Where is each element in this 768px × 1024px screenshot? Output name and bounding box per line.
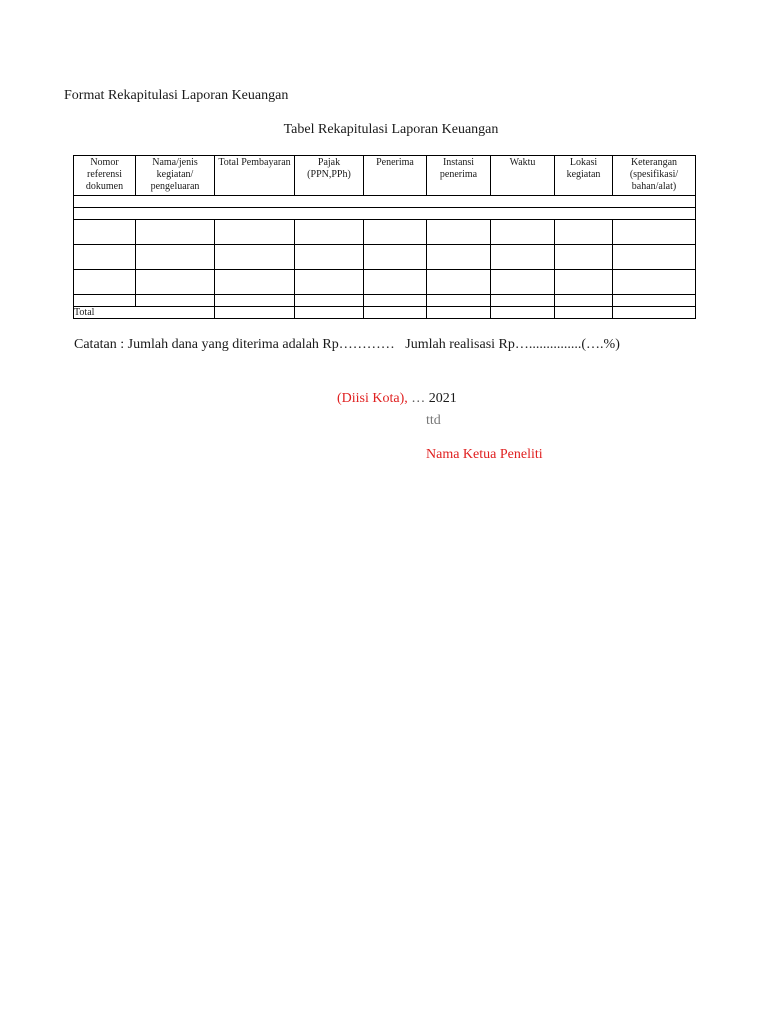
table-row [74,270,696,295]
document-heading: Format Rekapitulasi Laporan Keuangan [64,88,289,103]
table-cell [613,220,696,245]
table-total-row [74,307,696,319]
table-cell [364,270,427,295]
table-cell [295,270,364,295]
table-cell [491,295,555,307]
table-cell [491,245,555,270]
table-cell [74,245,136,270]
table-cell [555,270,613,295]
table-cell [364,307,427,319]
table-cell [136,220,215,245]
table-cell [427,245,491,270]
table-cell [74,220,136,245]
table-cell [427,270,491,295]
signer-name: Nama Ketua Peneliti [426,447,543,462]
recap-table [73,155,696,319]
header-instansi-penerima: Instansi penerima [427,156,491,196]
table-cell [555,295,613,307]
table-cell [491,220,555,245]
ttd-label: ttd [426,413,441,428]
table-cell [136,270,215,295]
table-cell [364,295,427,307]
header-total-pembayaran: Total Pembayaran [215,156,295,196]
date-ellipsis: … [407,391,429,406]
header-nama-jenis: Nama/jenis kegiatan/ pengeluaran [136,156,215,196]
note-text: Catatan : Jumlah dana yang diterima adalah Rp………… Jumlah realisasi Rp…...............(….%) [74,337,620,352]
table-cell [74,270,136,295]
table-cell [215,307,295,319]
table-cell [215,220,295,245]
date-line [337,391,457,407]
header-penerima: Penerima [364,156,427,196]
table-cell [136,245,215,270]
table-cell [491,307,555,319]
table-cell [295,295,364,307]
table-cell [555,307,613,319]
table-cell [427,295,491,307]
table-row [74,220,696,245]
table-row [74,295,696,307]
table-cell [613,245,696,270]
table-cell [555,220,613,245]
table-cell [491,270,555,295]
table-cell [427,307,491,319]
header-pajak: Pajak (PPN,PPh) [295,156,364,196]
table-cell [364,220,427,245]
table-cell [555,245,613,270]
table-title: Tabel Rekapitulasi Laporan Keuangan [283,122,499,137]
header-waktu: Waktu [491,156,555,196]
table-cell [295,307,364,319]
table-cell [136,295,215,307]
table-cell [74,295,136,307]
table-cell [364,245,427,270]
table-cell [74,208,696,220]
table-row [74,245,696,270]
total-label: Total [74,307,215,319]
table-cell [74,196,696,208]
table-cell [613,295,696,307]
table-cell [215,295,295,307]
table-cell [613,307,696,319]
table-cell [427,220,491,245]
table-cell [215,245,295,270]
city-placeholder: (Diisi Kota), [337,391,408,406]
table-cell [295,245,364,270]
table-header-row [74,156,696,196]
year: 2021 [428,391,457,406]
header-keterangan: Keterangan (spesifikasi/ bahan/alat) [613,156,696,196]
header-lokasi-kegiatan: Lokasi kegiatan [555,156,613,196]
table-row-merged [74,196,696,208]
header-nomor-referensi: Nomor referensi dokumen [74,156,136,196]
table-cell [295,220,364,245]
table-cell [215,270,295,295]
table-row-merged [74,208,696,220]
table-cell [613,270,696,295]
